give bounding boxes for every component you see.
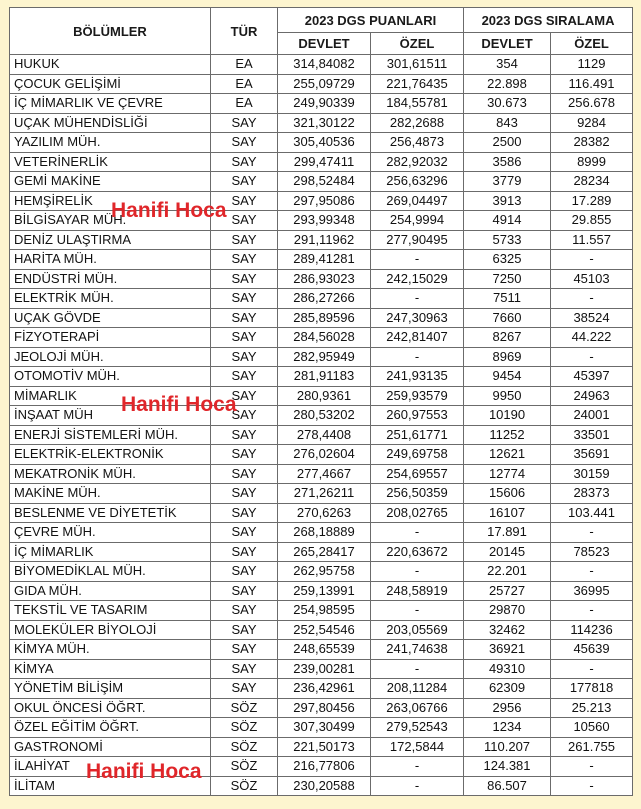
tur-cell: SÖZ bbox=[211, 718, 278, 738]
bolum-name-cell: UÇAK GÖVDE bbox=[10, 308, 211, 328]
bolum-name-cell: YAZILIM MÜH. bbox=[10, 133, 211, 153]
puan-devlet-cell: 307,30499 bbox=[278, 718, 371, 738]
sira-devlet-cell: 7660 bbox=[464, 308, 551, 328]
puan-devlet-cell: 291,11962 bbox=[278, 230, 371, 250]
puan-devlet-cell: 285,89596 bbox=[278, 308, 371, 328]
sira-devlet-cell: 32462 bbox=[464, 620, 551, 640]
bolum-name-cell: HARİTA MÜH. bbox=[10, 250, 211, 270]
sira-ozel-cell: 25.213 bbox=[551, 698, 633, 718]
table-row bbox=[10, 601, 633, 621]
tur-cell: SÖZ bbox=[211, 757, 278, 777]
puan-devlet-cell: 297,80456 bbox=[278, 698, 371, 718]
bolum-name-cell: ÇEVRE MÜH. bbox=[10, 523, 211, 543]
puan-ozel-cell: 249,69758 bbox=[371, 445, 464, 465]
puan-devlet-cell: 230,20588 bbox=[278, 776, 371, 796]
sira-devlet-cell: 20145 bbox=[464, 542, 551, 562]
puan-ozel-cell: - bbox=[371, 601, 464, 621]
table-row bbox=[10, 386, 633, 406]
tur-cell: EA bbox=[211, 74, 278, 94]
bolum-name-cell: BESLENME VE DİYETETİK bbox=[10, 503, 211, 523]
sira-ozel-cell: - bbox=[551, 289, 633, 309]
puan-devlet-cell: 286,93023 bbox=[278, 269, 371, 289]
tur-cell: SAY bbox=[211, 230, 278, 250]
puan-ozel-cell: - bbox=[371, 659, 464, 679]
header-puan-devlet: DEVLET bbox=[278, 33, 371, 55]
sira-devlet-cell: 6325 bbox=[464, 250, 551, 270]
header-dgs-siralama: 2023 DGS SIRALAMA bbox=[464, 8, 633, 33]
header-puan-ozel: ÖZEL bbox=[371, 33, 464, 55]
tur-cell: SAY bbox=[211, 289, 278, 309]
sira-ozel-cell: 36995 bbox=[551, 581, 633, 601]
puan-ozel-cell: 256,4873 bbox=[371, 133, 464, 153]
tur-cell: SÖZ bbox=[211, 776, 278, 796]
sira-devlet-cell: 16107 bbox=[464, 503, 551, 523]
tur-cell: SAY bbox=[211, 659, 278, 679]
sira-devlet-cell: 15606 bbox=[464, 484, 551, 504]
puan-ozel-cell: 263,06766 bbox=[371, 698, 464, 718]
bolum-name-cell: ÖZEL EĞİTİM ÖĞRT. bbox=[10, 718, 211, 738]
table-row bbox=[10, 640, 633, 660]
table-row bbox=[10, 425, 633, 445]
puan-ozel-cell: 256,63296 bbox=[371, 172, 464, 192]
tur-cell: SAY bbox=[211, 679, 278, 699]
tur-cell: SAY bbox=[211, 152, 278, 172]
sira-ozel-cell: 45103 bbox=[551, 269, 633, 289]
bolum-name-cell: İÇ MİMARLIK VE ÇEVRE bbox=[10, 94, 211, 114]
puan-devlet-cell: 221,50173 bbox=[278, 737, 371, 757]
dgs-table bbox=[9, 7, 633, 796]
sira-ozel-cell: 45397 bbox=[551, 367, 633, 387]
puan-ozel-cell: 208,11284 bbox=[371, 679, 464, 699]
sira-devlet-cell: 8969 bbox=[464, 347, 551, 367]
bolum-name-cell: UÇAK MÜHENDİSLİĞİ bbox=[10, 113, 211, 133]
table-body bbox=[10, 55, 633, 796]
sira-ozel-cell: 17.289 bbox=[551, 191, 633, 211]
puan-devlet-cell: 276,02604 bbox=[278, 445, 371, 465]
header-sira-devlet: DEVLET bbox=[464, 33, 551, 55]
sira-ozel-cell: - bbox=[551, 347, 633, 367]
bolum-name-cell: KİMYA MÜH. bbox=[10, 640, 211, 660]
bolum-name-cell: OTOMOTİV MÜH. bbox=[10, 367, 211, 387]
puan-ozel-cell: - bbox=[371, 776, 464, 796]
bolum-name-cell: ENDÜSTRİ MÜH. bbox=[10, 269, 211, 289]
bolum-name-cell: BİLGİSAYAR MÜH. bbox=[10, 211, 211, 231]
table-row bbox=[10, 620, 633, 640]
tur-cell: SAY bbox=[211, 250, 278, 270]
sira-ozel-cell: 11.557 bbox=[551, 230, 633, 250]
sira-devlet-cell: 29870 bbox=[464, 601, 551, 621]
table-row bbox=[10, 191, 633, 211]
watermark-text: Hanifi Hoca bbox=[121, 393, 237, 416]
puan-ozel-cell: 301,61511 bbox=[371, 55, 464, 75]
bolum-name-cell: HUKUK bbox=[10, 55, 211, 75]
sira-ozel-cell: - bbox=[551, 757, 633, 777]
header-dgs-puanlari: 2023 DGS PUANLARI bbox=[278, 8, 464, 33]
bolum-name-cell: OKUL ÖNCESİ ÖĞRT. bbox=[10, 698, 211, 718]
table-row bbox=[10, 152, 633, 172]
tur-cell: SAY bbox=[211, 523, 278, 543]
sira-ozel-cell: 30159 bbox=[551, 464, 633, 484]
sira-ozel-cell: - bbox=[551, 250, 633, 270]
puan-devlet-cell: 305,40536 bbox=[278, 133, 371, 153]
table-row bbox=[10, 659, 633, 679]
puan-ozel-cell: 256,50359 bbox=[371, 484, 464, 504]
sira-ozel-cell: 24001 bbox=[551, 406, 633, 426]
header-sira-ozel: ÖZEL bbox=[551, 33, 633, 55]
puan-devlet-cell: 278,4408 bbox=[278, 425, 371, 445]
sira-devlet-cell: 12621 bbox=[464, 445, 551, 465]
puan-ozel-cell: 254,9994 bbox=[371, 211, 464, 231]
sira-devlet-cell: 2500 bbox=[464, 133, 551, 153]
puan-devlet-cell: 289,41281 bbox=[278, 250, 371, 270]
puan-devlet-cell: 262,95758 bbox=[278, 562, 371, 582]
bolum-name-cell: YÖNETİM BİLİŞİM bbox=[10, 679, 211, 699]
table-row bbox=[10, 250, 633, 270]
puan-devlet-cell: 298,52484 bbox=[278, 172, 371, 192]
puan-ozel-cell: - bbox=[371, 289, 464, 309]
puan-ozel-cell: - bbox=[371, 347, 464, 367]
tur-cell: SAY bbox=[211, 269, 278, 289]
puan-ozel-cell: 282,2688 bbox=[371, 113, 464, 133]
tur-cell: SAY bbox=[211, 503, 278, 523]
tur-cell: SAY bbox=[211, 386, 278, 406]
puan-devlet-cell: 265,28417 bbox=[278, 542, 371, 562]
table-row bbox=[10, 347, 633, 367]
sira-ozel-cell: 45639 bbox=[551, 640, 633, 660]
sira-devlet-cell: 110.207 bbox=[464, 737, 551, 757]
sira-devlet-cell: 22.898 bbox=[464, 74, 551, 94]
sira-ozel-cell: 38524 bbox=[551, 308, 633, 328]
watermark-text: Hanifi Hoca bbox=[86, 760, 202, 783]
sira-devlet-cell: 62309 bbox=[464, 679, 551, 699]
tur-cell: EA bbox=[211, 55, 278, 75]
header-tur: TÜR bbox=[211, 8, 278, 55]
tur-cell: SAY bbox=[211, 406, 278, 426]
bolum-name-cell: İNŞAAT MÜH bbox=[10, 406, 211, 426]
sira-devlet-cell: 3913 bbox=[464, 191, 551, 211]
table-row bbox=[10, 503, 633, 523]
puan-ozel-cell: - bbox=[371, 250, 464, 270]
sira-devlet-cell: 17.891 bbox=[464, 523, 551, 543]
sira-ozel-cell: 28382 bbox=[551, 133, 633, 153]
puan-ozel-cell: 254,69557 bbox=[371, 464, 464, 484]
puan-devlet-cell: 299,47411 bbox=[278, 152, 371, 172]
tur-cell: SAY bbox=[211, 367, 278, 387]
table-header bbox=[10, 8, 633, 55]
table-row bbox=[10, 172, 633, 192]
header-bolumler: BÖLÜMLER bbox=[10, 8, 211, 55]
sira-devlet-cell: 354 bbox=[464, 55, 551, 75]
puan-ozel-cell: 277,90495 bbox=[371, 230, 464, 250]
puan-ozel-cell: 203,05569 bbox=[371, 620, 464, 640]
tur-cell: SAY bbox=[211, 211, 278, 231]
sira-ozel-cell: 28234 bbox=[551, 172, 633, 192]
sira-devlet-cell: 30.673 bbox=[464, 94, 551, 114]
tur-cell: SÖZ bbox=[211, 698, 278, 718]
puan-devlet-cell: 252,54546 bbox=[278, 620, 371, 640]
puan-ozel-cell: 269,04497 bbox=[371, 191, 464, 211]
tur-cell: SAY bbox=[211, 172, 278, 192]
sira-devlet-cell: 12774 bbox=[464, 464, 551, 484]
table-row bbox=[10, 406, 633, 426]
sira-ozel-cell: - bbox=[551, 601, 633, 621]
puan-devlet-cell: 259,13991 bbox=[278, 581, 371, 601]
bolum-name-cell: ELEKTRİK-ELEKTRONİK bbox=[10, 445, 211, 465]
sira-ozel-cell: 8999 bbox=[551, 152, 633, 172]
table-row bbox=[10, 718, 633, 738]
puan-ozel-cell: 241,74638 bbox=[371, 640, 464, 660]
bolum-name-cell: MAKİNE MÜH. bbox=[10, 484, 211, 504]
tur-cell: SAY bbox=[211, 425, 278, 445]
sira-ozel-cell: 177818 bbox=[551, 679, 633, 699]
bolum-name-cell: HEMŞİRELİK bbox=[10, 191, 211, 211]
table-row bbox=[10, 737, 633, 757]
tur-cell: SAY bbox=[211, 484, 278, 504]
tur-cell: SAY bbox=[211, 542, 278, 562]
puan-ozel-cell: 248,58919 bbox=[371, 581, 464, 601]
sira-ozel-cell: 78523 bbox=[551, 542, 633, 562]
table-row bbox=[10, 328, 633, 348]
tur-cell: SAY bbox=[211, 133, 278, 153]
tur-cell: SAY bbox=[211, 581, 278, 601]
puan-devlet-cell: 280,53202 bbox=[278, 406, 371, 426]
sira-devlet-cell: 7250 bbox=[464, 269, 551, 289]
sira-ozel-cell: 103.441 bbox=[551, 503, 633, 523]
puan-devlet-cell: 248,65539 bbox=[278, 640, 371, 660]
table-row bbox=[10, 133, 633, 153]
sira-devlet-cell: 25727 bbox=[464, 581, 551, 601]
sira-ozel-cell: 24963 bbox=[551, 386, 633, 406]
puan-devlet-cell: 280,9361 bbox=[278, 386, 371, 406]
table-row bbox=[10, 464, 633, 484]
sira-ozel-cell: 9284 bbox=[551, 113, 633, 133]
sira-devlet-cell: 9454 bbox=[464, 367, 551, 387]
bolum-name-cell: ÇOCUK GELİŞİMİ bbox=[10, 74, 211, 94]
sira-ozel-cell: 116.491 bbox=[551, 74, 633, 94]
puan-ozel-cell: 220,63672 bbox=[371, 542, 464, 562]
tur-cell: SAY bbox=[211, 308, 278, 328]
puan-devlet-cell: 321,30122 bbox=[278, 113, 371, 133]
sira-devlet-cell: 3586 bbox=[464, 152, 551, 172]
sira-ozel-cell: 256.678 bbox=[551, 94, 633, 114]
tur-cell: SAY bbox=[211, 445, 278, 465]
sira-devlet-cell: 4914 bbox=[464, 211, 551, 231]
puan-ozel-cell: - bbox=[371, 523, 464, 543]
table-row bbox=[10, 698, 633, 718]
table-row bbox=[10, 776, 633, 796]
sira-ozel-cell: - bbox=[551, 562, 633, 582]
puan-ozel-cell: 259,93579 bbox=[371, 386, 464, 406]
tur-cell: SAY bbox=[211, 464, 278, 484]
sira-ozel-cell: 33501 bbox=[551, 425, 633, 445]
bolum-name-cell: GASTRONOMİ bbox=[10, 737, 211, 757]
sira-ozel-cell: - bbox=[551, 659, 633, 679]
sira-ozel-cell: 35691 bbox=[551, 445, 633, 465]
bolum-name-cell: İLİTAM bbox=[10, 776, 211, 796]
bolum-name-cell: İÇ MİMARLIK bbox=[10, 542, 211, 562]
bolum-name-cell: KİMYA bbox=[10, 659, 211, 679]
tur-cell: SAY bbox=[211, 113, 278, 133]
watermark-text: Hanifi Hoca bbox=[111, 199, 227, 222]
puan-devlet-cell: 236,42961 bbox=[278, 679, 371, 699]
bolum-name-cell: TEKSTİL VE TASARIM bbox=[10, 601, 211, 621]
sira-devlet-cell: 9950 bbox=[464, 386, 551, 406]
bolum-name-cell: ELEKTRİK MÜH. bbox=[10, 289, 211, 309]
puan-devlet-cell: 314,84082 bbox=[278, 55, 371, 75]
tur-cell: SAY bbox=[211, 191, 278, 211]
sira-devlet-cell: 49310 bbox=[464, 659, 551, 679]
puan-ozel-cell: 241,93135 bbox=[371, 367, 464, 387]
puan-devlet-cell: 286,27266 bbox=[278, 289, 371, 309]
table-row bbox=[10, 542, 633, 562]
table-row bbox=[10, 308, 633, 328]
table-row bbox=[10, 230, 633, 250]
sira-devlet-cell: 7511 bbox=[464, 289, 551, 309]
sira-devlet-cell: 8267 bbox=[464, 328, 551, 348]
table-row bbox=[10, 757, 633, 777]
puan-ozel-cell: 172,5844 bbox=[371, 737, 464, 757]
puan-ozel-cell: - bbox=[371, 562, 464, 582]
sira-devlet-cell: 86.507 bbox=[464, 776, 551, 796]
puan-ozel-cell: 208,02765 bbox=[371, 503, 464, 523]
table-row bbox=[10, 74, 633, 94]
sira-ozel-cell: 114236 bbox=[551, 620, 633, 640]
puan-devlet-cell: 249,90339 bbox=[278, 94, 371, 114]
bolum-name-cell: VETERİNERLİK bbox=[10, 152, 211, 172]
bolum-name-cell: GIDA MÜH. bbox=[10, 581, 211, 601]
puan-ozel-cell: 279,52543 bbox=[371, 718, 464, 738]
table-frame bbox=[9, 7, 632, 802]
puan-devlet-cell: 270,6263 bbox=[278, 503, 371, 523]
puan-devlet-cell: 281,91183 bbox=[278, 367, 371, 387]
sira-devlet-cell: 11252 bbox=[464, 425, 551, 445]
table-row bbox=[10, 445, 633, 465]
tur-cell: SAY bbox=[211, 601, 278, 621]
table-row bbox=[10, 113, 633, 133]
sira-devlet-cell: 2956 bbox=[464, 698, 551, 718]
table-row bbox=[10, 484, 633, 504]
bolum-name-cell: FİZYOTERAPİ bbox=[10, 328, 211, 348]
tur-cell: SAY bbox=[211, 640, 278, 660]
table-row bbox=[10, 269, 633, 289]
tur-cell: EA bbox=[211, 94, 278, 114]
puan-ozel-cell: 184,55781 bbox=[371, 94, 464, 114]
puan-devlet-cell: 277,4667 bbox=[278, 464, 371, 484]
sira-devlet-cell: 22.201 bbox=[464, 562, 551, 582]
sira-devlet-cell: 10190 bbox=[464, 406, 551, 426]
puan-devlet-cell: 284,56028 bbox=[278, 328, 371, 348]
puan-devlet-cell: 282,95949 bbox=[278, 347, 371, 367]
puan-devlet-cell: 297,95086 bbox=[278, 191, 371, 211]
table-row bbox=[10, 211, 633, 231]
puan-ozel-cell: 242,15029 bbox=[371, 269, 464, 289]
tur-cell: SAY bbox=[211, 562, 278, 582]
sira-devlet-cell: 1234 bbox=[464, 718, 551, 738]
puan-ozel-cell: 247,30963 bbox=[371, 308, 464, 328]
sira-devlet-cell: 36921 bbox=[464, 640, 551, 660]
table-row bbox=[10, 367, 633, 387]
sira-ozel-cell: 10560 bbox=[551, 718, 633, 738]
bolum-name-cell: MİMARLIK bbox=[10, 386, 211, 406]
sira-devlet-cell: 124.381 bbox=[464, 757, 551, 777]
tur-cell: SAY bbox=[211, 328, 278, 348]
table-row bbox=[10, 679, 633, 699]
bolum-name-cell: BİYOMEDİKLAL MÜH. bbox=[10, 562, 211, 582]
sira-ozel-cell: 44.222 bbox=[551, 328, 633, 348]
sira-ozel-cell: 29.855 bbox=[551, 211, 633, 231]
sira-ozel-cell: 1129 bbox=[551, 55, 633, 75]
tur-cell: SÖZ bbox=[211, 737, 278, 757]
table-row bbox=[10, 581, 633, 601]
puan-devlet-cell: 271,26211 bbox=[278, 484, 371, 504]
puan-devlet-cell: 293,99348 bbox=[278, 211, 371, 231]
puan-ozel-cell: 260,97553 bbox=[371, 406, 464, 426]
bolum-name-cell: MEKATRONİK MÜH. bbox=[10, 464, 211, 484]
puan-ozel-cell: - bbox=[371, 757, 464, 777]
puan-ozel-cell: 221,76435 bbox=[371, 74, 464, 94]
sira-ozel-cell: 28373 bbox=[551, 484, 633, 504]
puan-devlet-cell: 216,77806 bbox=[278, 757, 371, 777]
sira-ozel-cell: 261.755 bbox=[551, 737, 633, 757]
sira-devlet-cell: 843 bbox=[464, 113, 551, 133]
puan-devlet-cell: 239,00281 bbox=[278, 659, 371, 679]
puan-ozel-cell: 282,92032 bbox=[371, 152, 464, 172]
bolum-name-cell: İLAHİYAT bbox=[10, 757, 211, 777]
bolum-name-cell: MOLEKÜLER BİYOLOJİ bbox=[10, 620, 211, 640]
puan-devlet-cell: 268,18889 bbox=[278, 523, 371, 543]
table-row bbox=[10, 55, 633, 75]
bolum-name-cell: DENİZ ULAŞTIRMA bbox=[10, 230, 211, 250]
bolum-name-cell: JEOLOJİ MÜH. bbox=[10, 347, 211, 367]
sira-ozel-cell: - bbox=[551, 523, 633, 543]
sira-devlet-cell: 5733 bbox=[464, 230, 551, 250]
table-row bbox=[10, 94, 633, 114]
sira-ozel-cell: - bbox=[551, 776, 633, 796]
bolum-name-cell: ENERJİ SİSTEMLERİ MÜH. bbox=[10, 425, 211, 445]
puan-ozel-cell: 251,61771 bbox=[371, 425, 464, 445]
bolum-name-cell: GEMİ MAKİNE bbox=[10, 172, 211, 192]
tur-cell: SAY bbox=[211, 347, 278, 367]
puan-devlet-cell: 255,09729 bbox=[278, 74, 371, 94]
tur-cell: SAY bbox=[211, 620, 278, 640]
table-row bbox=[10, 289, 633, 309]
table-row bbox=[10, 562, 633, 582]
puan-devlet-cell: 254,98595 bbox=[278, 601, 371, 621]
table-row bbox=[10, 523, 633, 543]
puan-ozel-cell: 242,81407 bbox=[371, 328, 464, 348]
sira-devlet-cell: 3779 bbox=[464, 172, 551, 192]
